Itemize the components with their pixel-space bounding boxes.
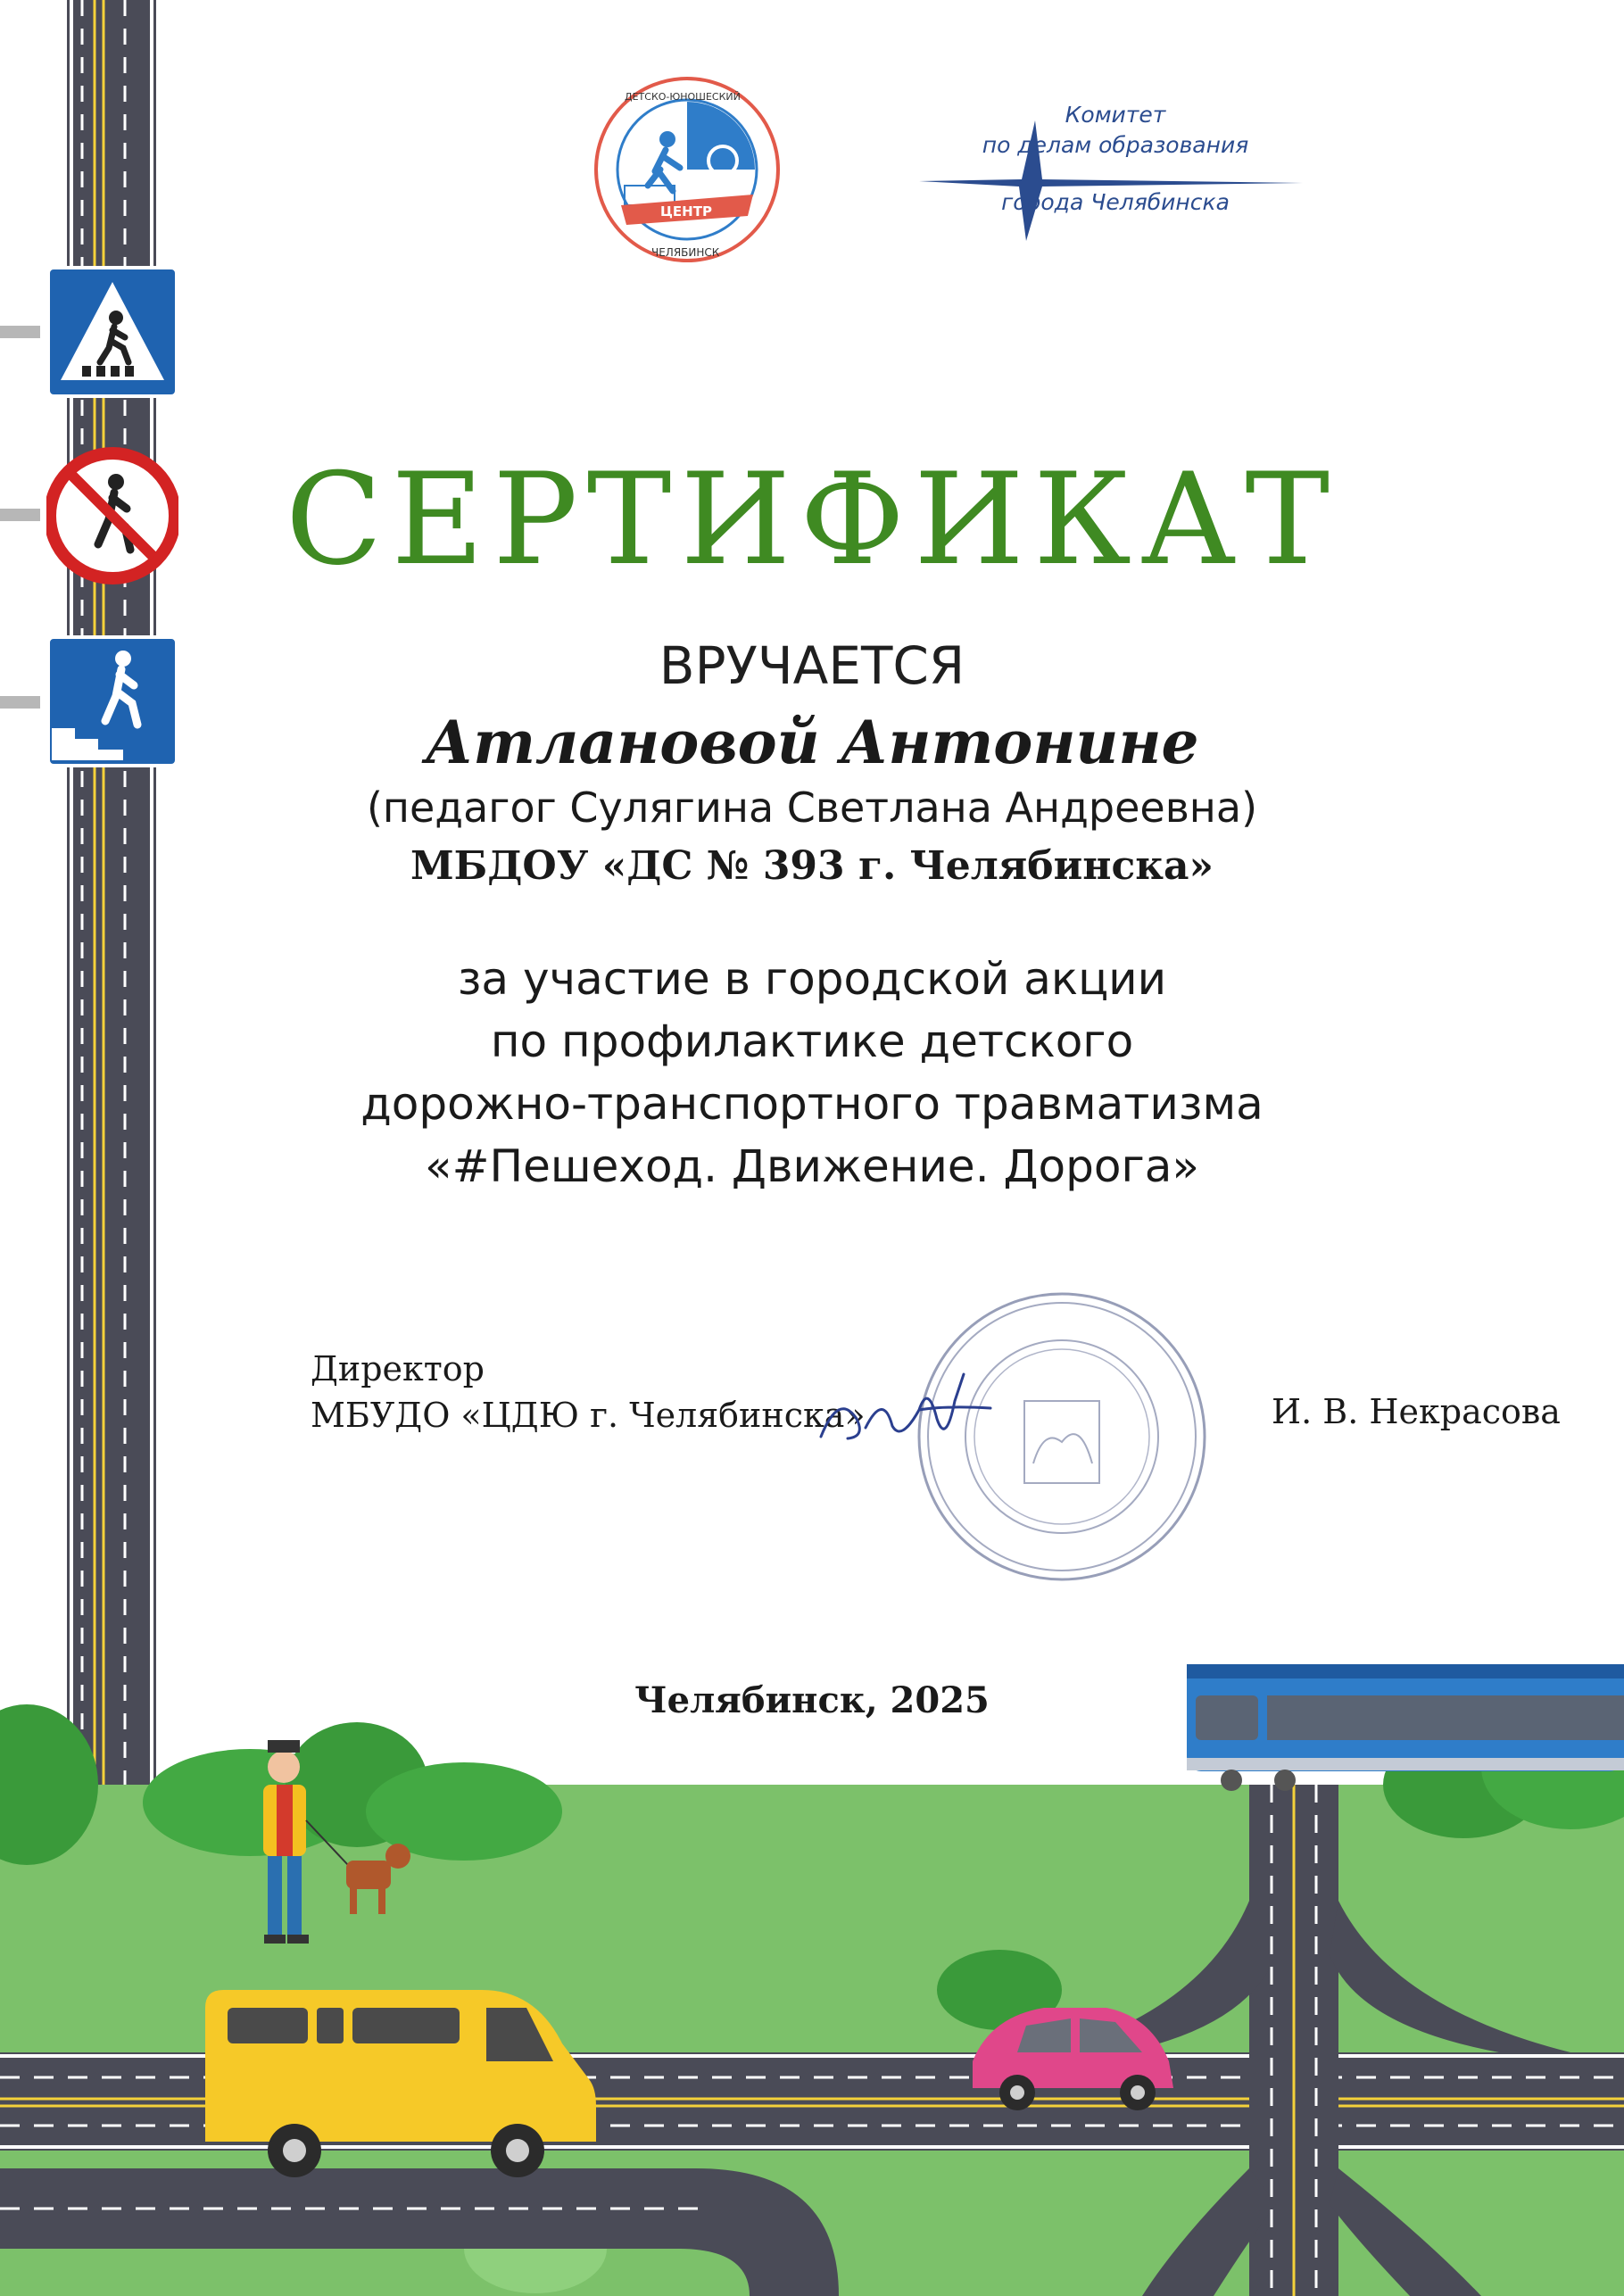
pedestrian-crossing-sign-icon (46, 266, 178, 398)
committee-line-3: города Челябинска (1001, 189, 1230, 215)
teacher-name: (педагог Сулягина Светлана Андреевна) (366, 783, 1258, 832)
director-org: МБУДО «ЦДЮ г. Челябинска» (311, 1396, 866, 1435)
director-name: И. В. Некрасова (1272, 1392, 1561, 1431)
reason-line-2: по профилактике детского (490, 1015, 1134, 1067)
organization-name: МБДОУ «ДС № 393 г. Челябинска» (410, 843, 1214, 889)
recipient-name: Атлановой Антонине (425, 708, 1199, 777)
city-year: Челябинск, 2025 (634, 1679, 990, 1721)
reason-line-4: «#Пешеход. Движение. Дорога» (425, 1140, 1199, 1192)
director-signature (812, 1356, 1008, 1455)
committee-logo-text (928, 100, 1303, 218)
road-landscape-illustration (0, 1633, 1624, 2296)
award-reason (0, 948, 1624, 1198)
reason-line-1: за участие в городской акции (457, 953, 1167, 1005)
reason-line-3: дорожно-транспортного травматизма (360, 1078, 1264, 1130)
director-position: Директор (311, 1349, 485, 1388)
youth-center-logo-top: ДЕТСКО-ЮНОШЕСКИЙ (625, 91, 741, 103)
awarded-to-label: ВРУЧАЕТСЯ (659, 635, 965, 696)
committee-line-1: Комитет (1065, 102, 1166, 128)
certificate-title: СЕРТИФИКАТ (285, 446, 1339, 593)
director-block (311, 1346, 866, 1438)
youth-center-logo-ribbon: ЦЕНТР (660, 203, 712, 220)
youth-center-logo-bottom: ЧЕЛЯБИНСК (651, 246, 720, 259)
committee-line-2: по делам образования (982, 132, 1249, 158)
